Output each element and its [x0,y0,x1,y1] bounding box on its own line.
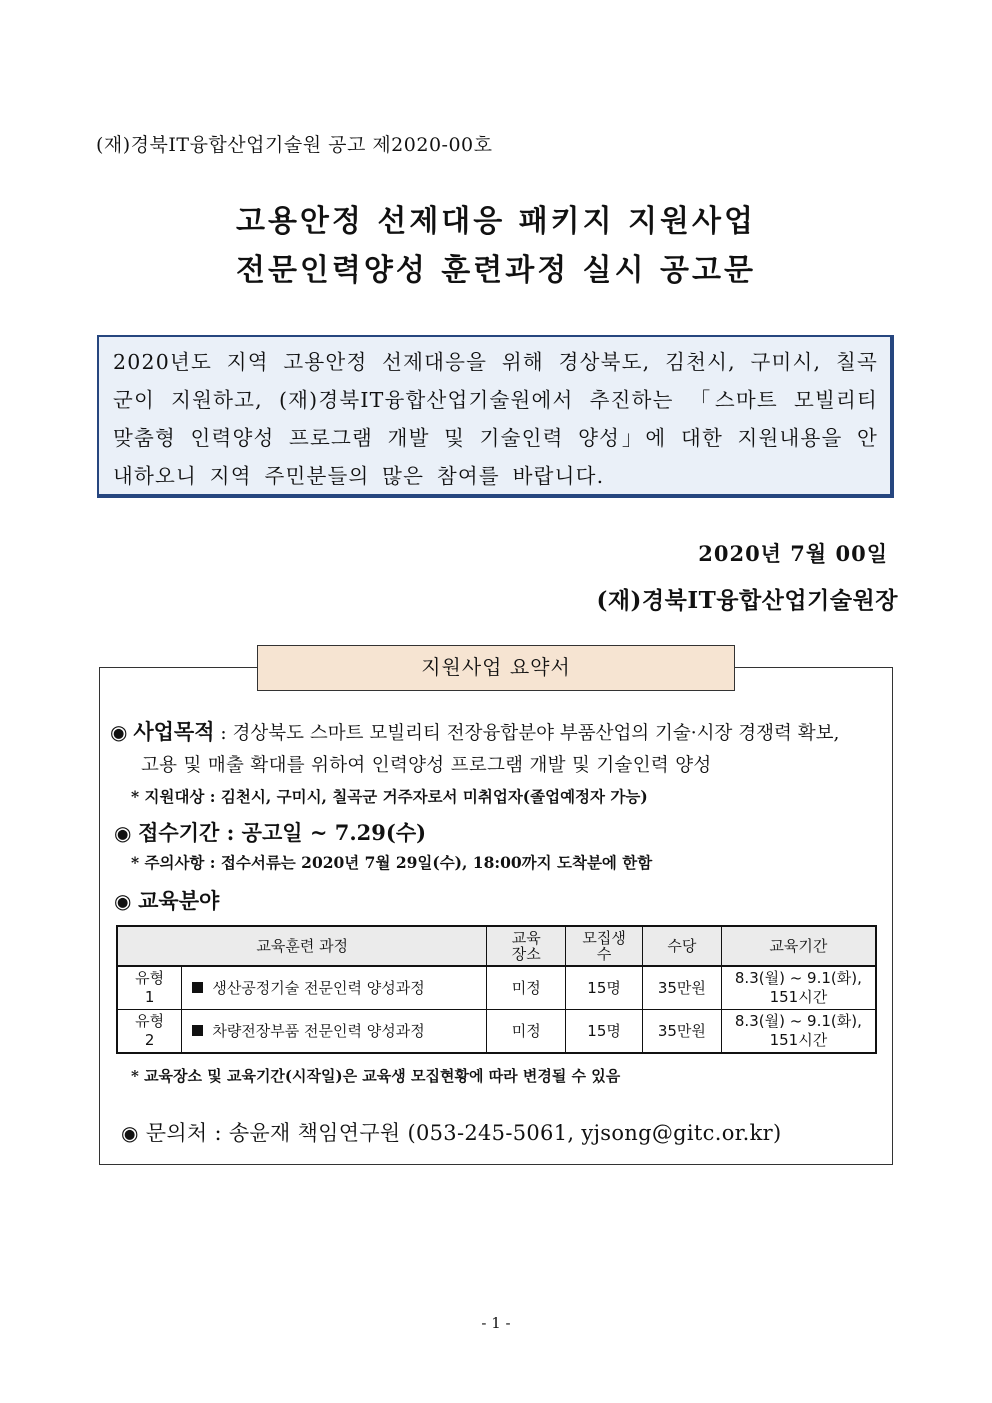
allowance-cell: 35만원 [642,966,721,1010]
intro-text: 2020년도 지역 고용안정 선제대응을 위해 경상북도, 김천시, 구미시, 칠곡군이 지원하고, (재)경북IT융합산업기술원에서 추진하는 「스마트 모빌리티 맞춤형 인력양성 프로그램 개발 및 기술인력 양성」에 대한 지원내용을 안내하오니 지역 주민분들의 많은 참여를 바랍니다. [113,350,878,488]
table-note: * 교육장소 및 교육기간(시작일)은 교육생 모집현황에 따라 변경될 수 있음 [131,1067,621,1085]
intro-box [97,335,894,498]
target-note: * 지원대상 : 김천시, 구미시, 칠곡군 거주자로서 미취업자(졸업예정자 가능) [131,787,648,806]
contact-item [121,1117,782,1147]
field-item [114,885,219,915]
announcement-date: 2020년 7월 00일 [698,541,888,566]
caution-note: * 주의사항 : 접수서류는 2020년 7월 29일(수), 18:00까지 도착분에 한함 [131,853,653,872]
contact-text: 문의처 : 송윤재 책임연구원 (053-245-5061, yjsong@gitc.or.kr) [145,1121,782,1145]
period-cell: 8.3(월) ~ 9.1(화), 151시간 [721,966,876,1010]
issuer-name: (재)경북IT융합산업기술원장 [596,587,898,614]
purpose-heading: 사업목적 [133,719,215,744]
header-place: 교육 장소 [487,926,566,966]
table-header-row [117,926,876,966]
table-row [117,1010,876,1054]
header-course: 교육훈련 과정 [117,926,487,966]
recruit-cell: 15명 [566,966,643,1010]
header-period: 교육기간 [721,926,876,966]
page-title-line-1: 고용안정 선제대응 패키지 지원사업 [235,204,757,239]
summary-title: 지원사업 요약서 [257,645,735,691]
purpose-line-1: : 경상북도 스마트 모빌리티 전장융합분야 부품산업의 기술·시장 경쟁력 확보, [214,723,840,744]
header-recruit: 모집생 수 [566,926,643,966]
header-allowance: 수당 [642,926,721,966]
type-cell: 유형 2 [117,1010,182,1054]
field-heading: 교육분야 [138,888,220,913]
bullet-icon: ◉ [110,720,128,744]
bullet-icon: ◉ [114,889,132,913]
course-cell: 생산공정기술 전문인력 양성과정 [182,966,487,1010]
course-cell: 차량전장부품 전문인력 양성과정 [182,1010,487,1054]
square-bullet-icon [192,1025,203,1036]
table-row [117,966,876,1010]
place-cell: 미정 [487,1010,566,1054]
notice-number: (재)경북IT융합산업기술원 공고 제2020-00호 [96,134,493,156]
page-number: - 1 - [481,1314,511,1332]
period-text: 접수기간 : 공고일 ~ 7.29(수) [138,820,427,845]
page-title-line-2: 전문인력양성 훈련과정 실시 공고문 [235,253,757,288]
bullet-icon: ◉ [121,1121,139,1145]
allowance-cell: 35만원 [642,1010,721,1054]
education-table [116,925,877,1054]
period-cell: 8.3(월) ~ 9.1(화), 151시간 [721,1010,876,1054]
purpose-item [110,716,890,746]
recruit-cell: 15명 [566,1010,643,1054]
purpose-line-2: 고용 및 매출 확대를 위하여 인력양성 프로그램 개발 및 기술인력 양성 [141,755,712,776]
place-cell: 미정 [487,966,566,1010]
square-bullet-icon [192,982,203,993]
type-cell: 유형 1 [117,966,182,1010]
bullet-icon: ◉ [114,821,132,845]
period-item [114,817,426,847]
